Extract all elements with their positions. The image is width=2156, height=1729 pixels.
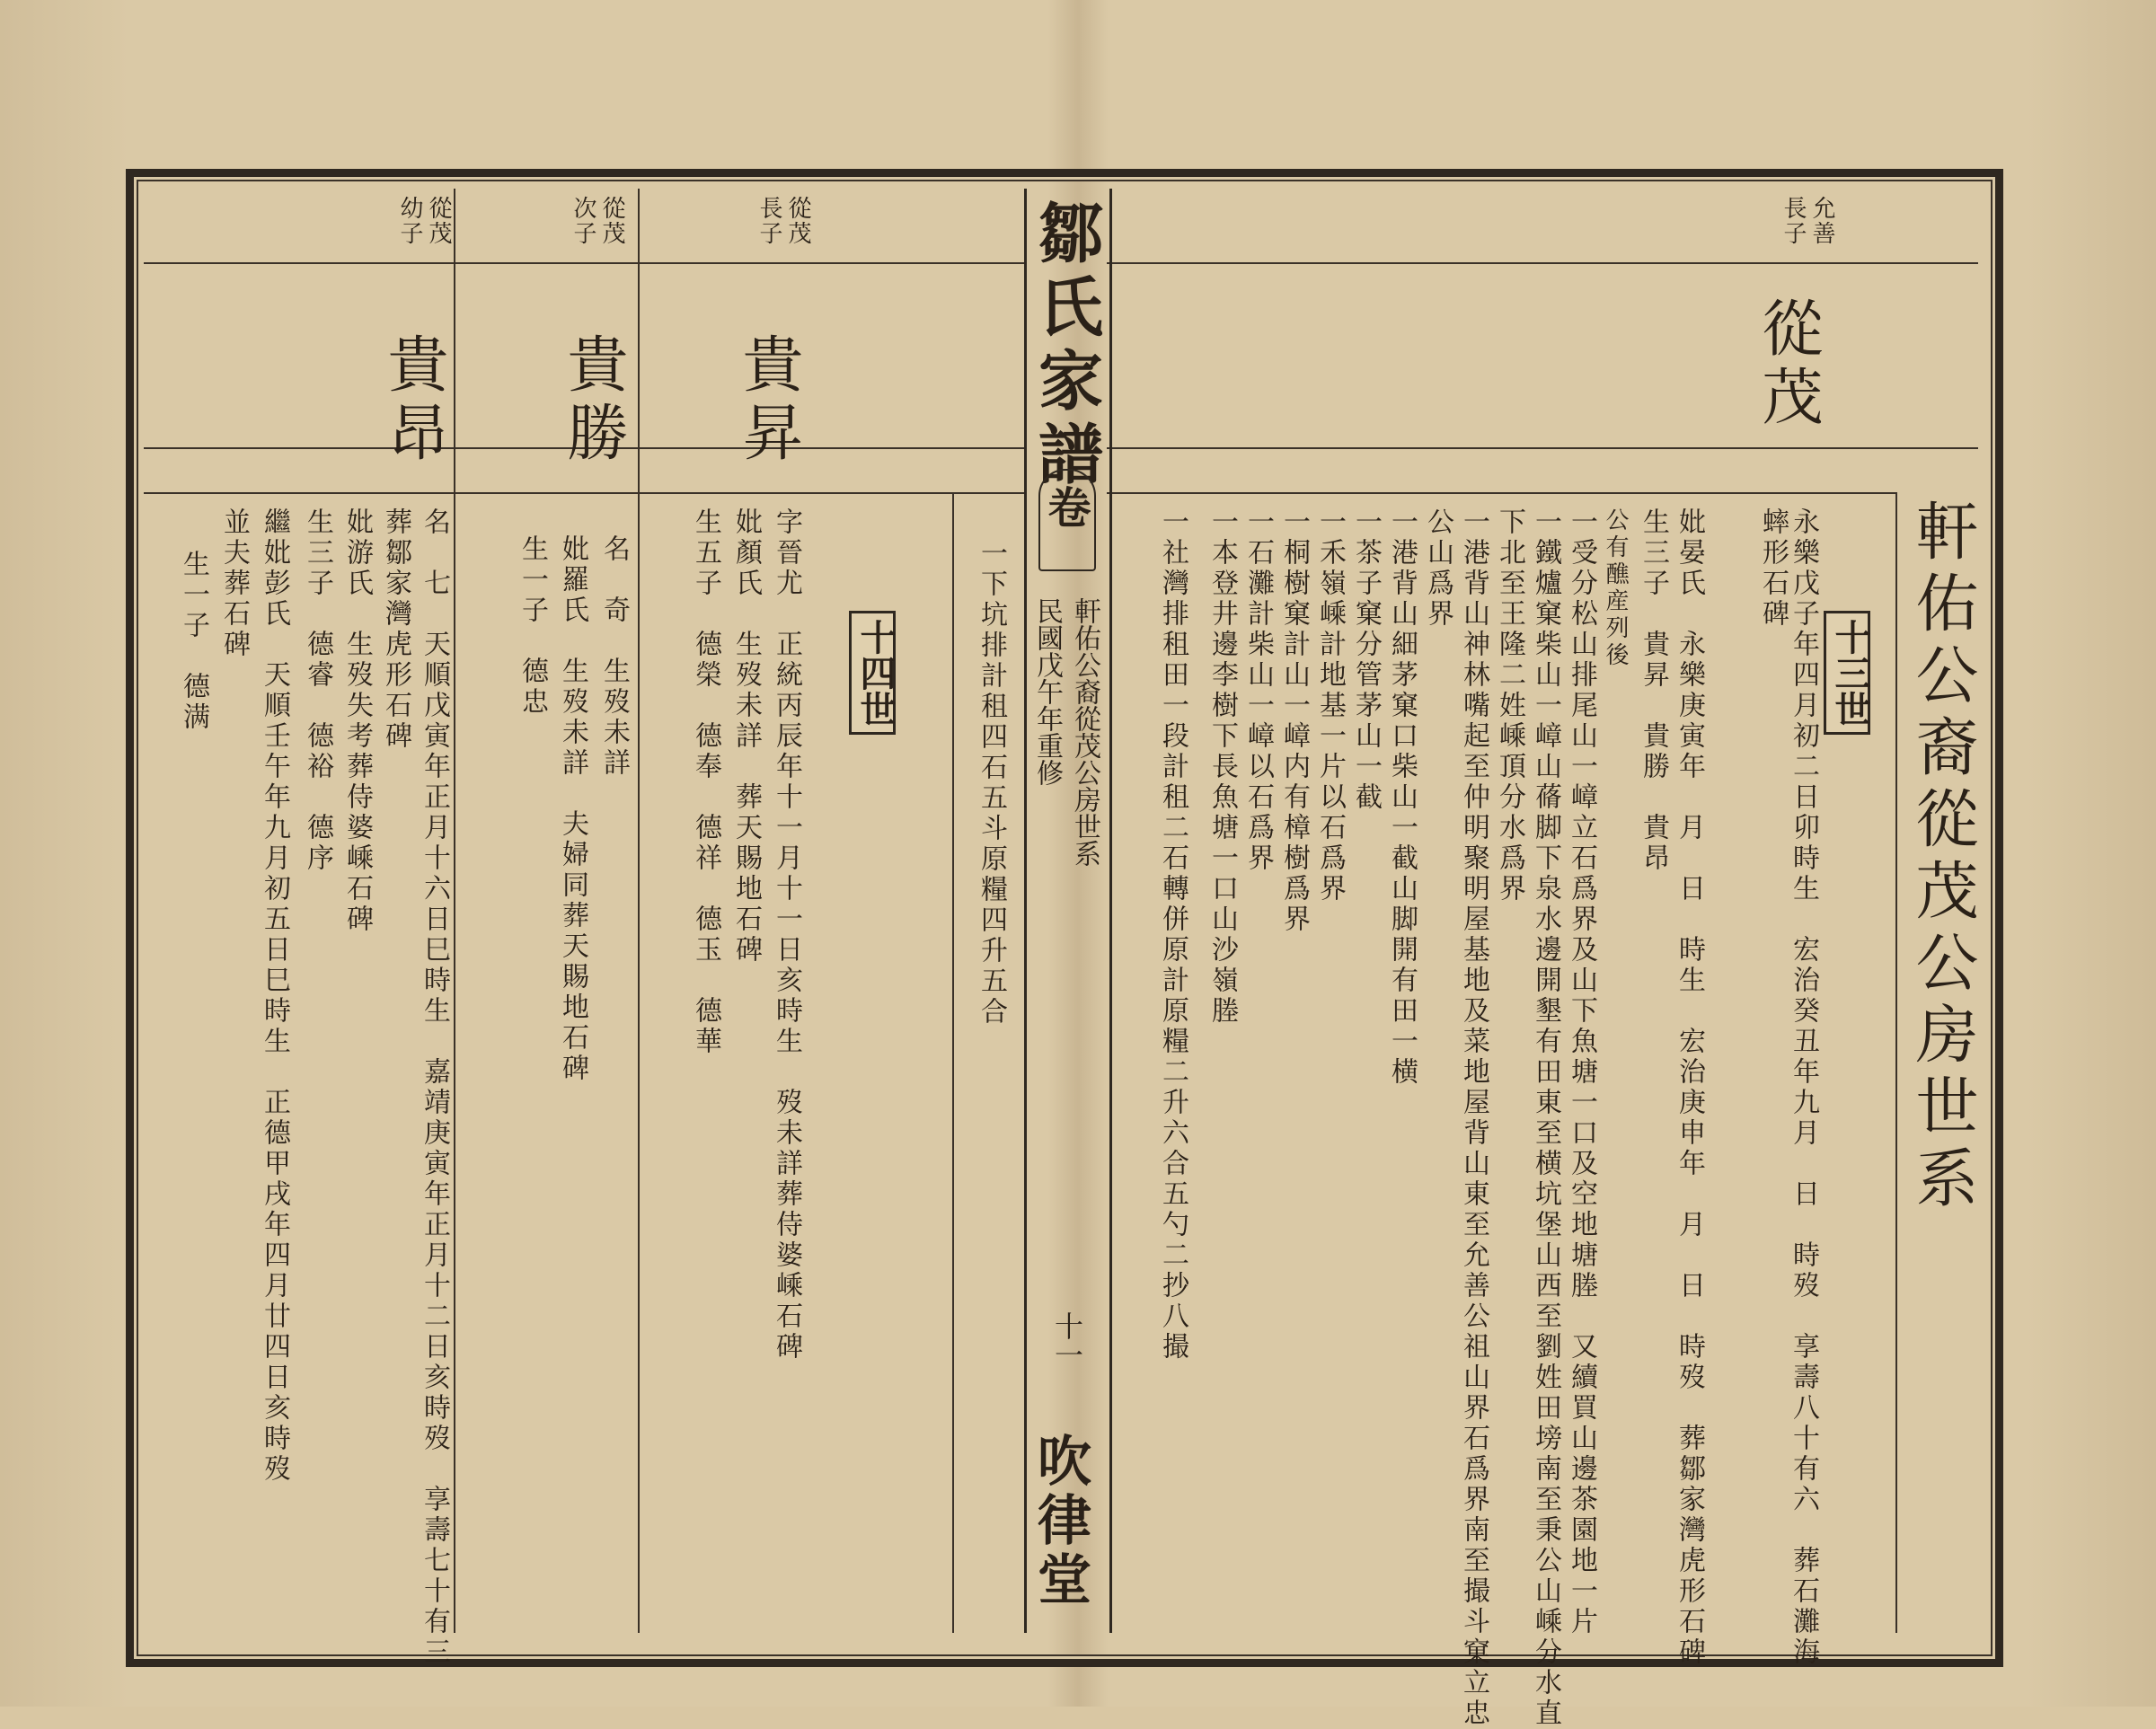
left-header-line	[144, 262, 1024, 264]
right-header-note-2: 長子	[1780, 196, 1807, 246]
person-3-column-4: 生三子 德睿 德裕 德序	[302, 507, 333, 874]
person-2-column-2: 妣羅氏 生歿未詳 夫婦同葬天賜地石碑	[557, 534, 588, 1084]
person-3-name: 貴昂	[377, 332, 448, 469]
left-col-divider-2	[638, 189, 640, 1633]
banxin-hall-name: 吹律堂	[1029, 1433, 1091, 1610]
person-1-note-2: 長子	[755, 196, 782, 246]
right-column-5: 公有醮産列後	[1602, 507, 1629, 669]
person-1-column-1: 字晉尤 正統丙辰年十一月十一日亥時生 歿未詳葬侍婆嵊石碑	[771, 507, 802, 1363]
person-3-note-2: 幼子	[396, 196, 423, 246]
right-column-3: 妣晏氏 永樂庚寅年 月 日 時生 宏治庚申年 月 日 時歿 葬鄒家灣虎形石碑	[1674, 507, 1705, 1668]
left-generation-box: 十四世	[849, 611, 896, 735]
left-body-line	[144, 492, 1024, 494]
person-3-note-1: 從茂	[425, 196, 452, 246]
right-name-line	[1107, 447, 1978, 449]
banxin-page-number: 十一	[1050, 1311, 1084, 1369]
banxin-title: 鄒氏家譜	[1028, 199, 1104, 494]
right-column-16: 一本登井邊李樹下長魚塘一口山沙嶺塍	[1206, 507, 1238, 1027]
person-2-name: 貴勝	[557, 332, 628, 469]
right-title-divider	[1895, 492, 1897, 1633]
right-branch-title: 軒佑公裔從茂公房世系	[1905, 498, 1979, 1217]
right-generation-box: 十三世	[1824, 611, 1870, 735]
right-header-note-1: 允善	[1808, 196, 1835, 246]
right-column-4: 生三子 貴昇 貴勝 貴昂	[1638, 507, 1669, 874]
right-column-8: 下北至王隆二姓嵊頂分水爲界	[1494, 507, 1525, 904]
left-col-divider-1	[454, 189, 455, 1633]
right-body-line	[1107, 492, 1897, 494]
person-1-column-3: 生五子 德榮 德奉 德祥 德玉 德華	[690, 507, 721, 1057]
right-column-13: 一禾嶺嵊計地基一片以石爲界	[1314, 507, 1346, 904]
left-col-divider-3	[952, 492, 954, 1633]
right-column-11: 一港背山細茅窠口柴山一截山脚開有田一横	[1386, 507, 1418, 1088]
right-column-10: 公山爲界	[1422, 507, 1454, 630]
person-2-note-1: 從茂	[598, 196, 625, 246]
person-2-note-2: 次子	[570, 196, 596, 246]
right-column-7: 一鐵爐窠柴山一嶂山蓨脚下泉水邊開墾有田東至横坑堡山西至劉姓田塝南至秉公山嵊分水直	[1530, 507, 1561, 1729]
person-3-column-6: 並夫葬石碑	[218, 507, 250, 660]
person-3-column-3: 妣游氏 生歿失考葬侍婆嵊石碑	[341, 507, 373, 935]
person-1-column-2: 妣顏氏 生歿未詳 葬天賜地石碑	[730, 507, 762, 966]
person-3-column-7: 生一子 德满	[178, 550, 209, 733]
right-column-2: 蟀形石碑	[1757, 507, 1789, 630]
right-column-1: 永樂戊子年四月初二日卯時生 宏治癸丑年九月 日 時歿 享壽八十有六 葬石灘海	[1788, 507, 1819, 1668]
right-header-line	[1107, 262, 1978, 264]
person-3-column-2: 葬鄒家灣虎形石碑	[380, 507, 411, 752]
right-column-14: 一桐樹窠計山一嶂内有樟樹爲界	[1278, 507, 1310, 935]
person-1-note-1: 從茂	[784, 196, 811, 246]
right-column-9: 一港背山神林嘴起至仲明聚明屋基地及菜地屋背山東至允善公祖山界石爲界南至撮斗窠立忠	[1458, 507, 1489, 1729]
left-extra-column: 一下坑排計租四石五斗原糧四升五合	[976, 539, 1007, 1028]
banxin-juan: 卷	[1040, 485, 1091, 528]
right-column-6: 一受分松山排尾山一嶂立石爲界及山下魚塘一口及空地塘塍 又續買山邊茶園地一片	[1566, 507, 1597, 1637]
person-1-name: 貴昇	[732, 332, 803, 469]
banxin-subtitle: 軒佑公裔從茂公房世系	[1069, 597, 1100, 867]
banxin-repair-note: 民國戊午年重修	[1031, 597, 1063, 786]
person-2-column-1: 名 奇 生歿未詳	[598, 534, 630, 779]
person-3-column-5: 繼妣彭氏 天順壬午年九月初五日巳時生 正德甲戌年四月廿四日亥時歿	[259, 507, 290, 1485]
person-3-column-1: 名 七 天順戊寅年正月十六日巳時生 嘉靖庚寅年正月十二日亥時歿 享壽七十有三	[419, 507, 450, 1668]
person-2-column-3: 生一子 德忠	[517, 534, 548, 718]
right-person-name: 從茂	[1752, 296, 1823, 433]
right-column-15: 一石灘計柴山一嶂以石爲界	[1242, 507, 1274, 874]
right-column-17: 一社灣排租田一段計租二石轉併原計原糧二升六合五勺二抄八撮	[1157, 507, 1188, 1363]
right-column-12: 一茶子窠分管茅山一截	[1350, 507, 1382, 813]
